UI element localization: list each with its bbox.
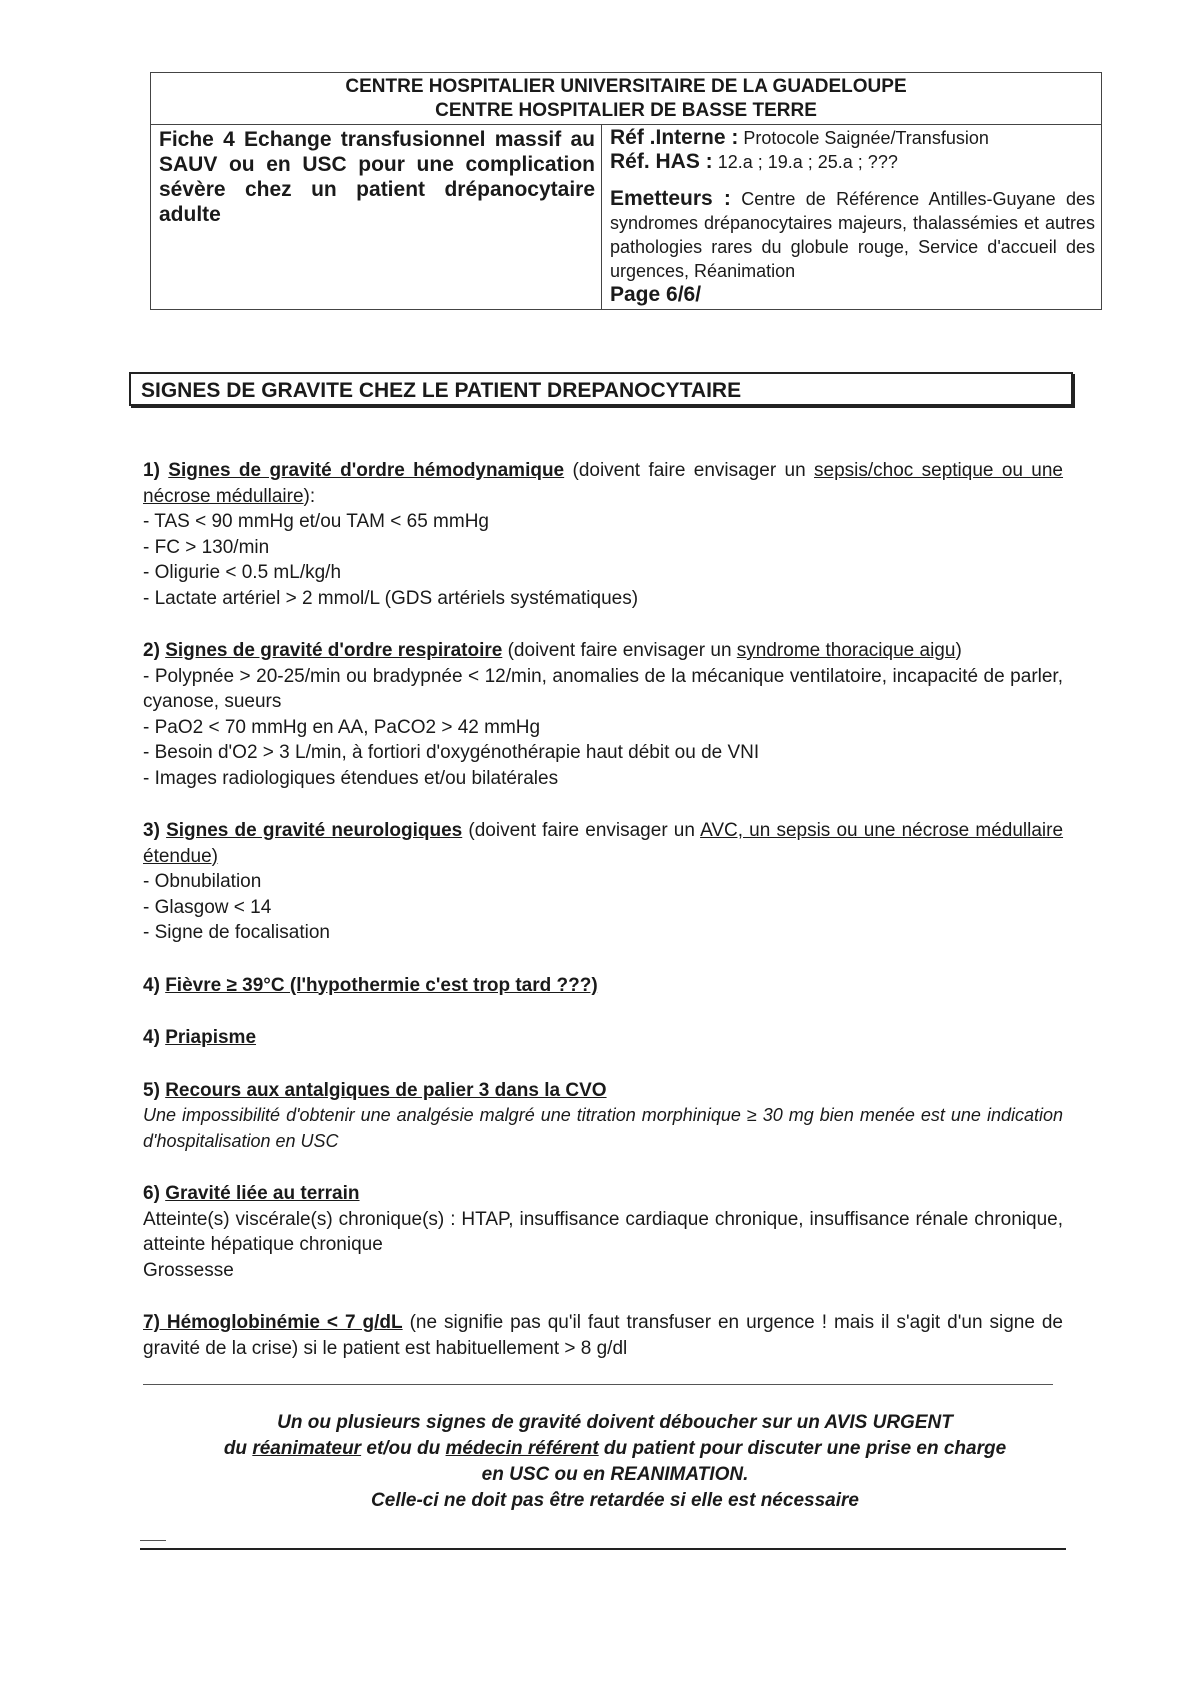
header-references bbox=[602, 125, 1101, 309]
divider bbox=[140, 1548, 1066, 1550]
item-title: Gravité liée au terrain bbox=[165, 1183, 360, 1204]
emetteurs-value: Centre de Référence Antilles-Guyane des syndromes drépanocytaires majeurs, thalassémies et autres pathologies rares du globule rouge, Service d'accueil des urgences, Réanimation bbox=[610, 189, 1095, 281]
list-item: - Obnubilation bbox=[143, 871, 262, 892]
ref-has-label: Réf. HAS : bbox=[610, 150, 713, 173]
item-hemoglobine bbox=[143, 1310, 1063, 1361]
list-item: - Polypnée > 20-25/min ou bradypnée < 12/min, anomalies de la mécanique ventilatoire, incapacité de parler, cyanose, sueurs bbox=[143, 665, 1063, 712]
list-item: - FC > 130/min bbox=[143, 536, 270, 558]
ref-has bbox=[610, 150, 1095, 174]
emetteurs-label: Emetteurs : bbox=[610, 187, 731, 210]
item-respiratoire: 2) Signes de gravité d'ordre respiratoire (doivent faire envisager un syndrome thoracique aigu) - Polypnée > 20-25/min ou bradypnée < 12/min, anomalies de la mécanique ventilatoire, incapacité de parler, cyanose, sueurs - PaO2 < 70 mmHg en AA, PaCO2 > 42 mmHg - Besoin d'O2 > 3 L/min, à fortiori d'oxygénothérapie haut débit ou de VNI - Images radiologiques étendues et/ou bilatérales bbox=[143, 638, 1063, 791]
divider bbox=[140, 1540, 166, 1541]
item-title: Signes de gravité neurologiques bbox=[166, 820, 463, 841]
item-title: Recours aux antalgiques de palier 3 dans la CVO bbox=[165, 1079, 607, 1101]
header-row bbox=[151, 125, 1101, 309]
document-body bbox=[143, 458, 1063, 1388]
hospital-name-2: CENTRE HOSPITALIER DE BASSE TERRE bbox=[435, 100, 817, 121]
header-table bbox=[150, 72, 1102, 310]
ref-interne-value: Protocole Saignée/Transfusion bbox=[743, 128, 989, 148]
item-priapisme: 4) Priapisme bbox=[143, 1027, 257, 1048]
item-text: (ne signifie pas qu'il faut transfuser en urgence ! mais il s'agit d'un signe de gravité de la crise) si le patient est habituellement > 8 g/dl bbox=[143, 1312, 1063, 1359]
item-link: sepsis/choc septique ou une nécrose médullaire bbox=[143, 460, 1064, 507]
list-item: - Images radiologiques étendues et/ou bilatérales bbox=[143, 767, 559, 789]
item-text: Une impossibilité d'obtenir une analgésie malgré une titration morphinique ≥ 30 mg bien menée est une indication d'hospitalisation en USC bbox=[143, 1105, 1063, 1151]
item-text: Grossesse bbox=[143, 1259, 234, 1281]
list-item: - Oligurie < 0.5 mL/kg/h bbox=[143, 562, 342, 583]
item-link: syndrome thoracique aigu bbox=[736, 640, 956, 661]
item-hemodynamique: 1) Signes de gravité d'ordre hémodynamique (doivent faire envisager un sepsis/choc septique ou une nécrose médullaire): - TAS < 90 mmHg et/ou TAM < 65 mmHg - FC > 130/min - Oligurie < 0.5 mL/kg/h - Lactate artériel > 2 mmol/L (GDS artériels systématiques) bbox=[143, 458, 1063, 611]
ref-has-value: 12.a ; 19.a ; 25.a ; ??? bbox=[717, 152, 898, 172]
divider bbox=[143, 1384, 1053, 1385]
list-item: - Glasgow < 14 bbox=[143, 896, 272, 918]
ref-interne-label: Réf .Interne : bbox=[610, 126, 739, 149]
fiche-title: Fiche 4 Echange transfusionnel massif au SAUV ou en USC pour une complication sévère chez un patient drépanocytaire adulte bbox=[151, 125, 602, 309]
item-title: 7) Hémoglobinémie < 7 g/dL bbox=[143, 1312, 403, 1333]
list-item: - Besoin d'O2 > 3 L/min, à fortiori d'oxygénothérapie haut débit ou de VNI bbox=[143, 742, 760, 763]
ref-interne bbox=[610, 126, 1095, 150]
item-title: Fièvre ≥ 39°C (l'hypothermie c'est trop tard ???) bbox=[165, 974, 598, 996]
item-title: Priapisme bbox=[165, 1027, 257, 1048]
emetteurs bbox=[610, 187, 1095, 283]
header-titles bbox=[151, 73, 1101, 125]
item-link: AVC, un sepsis ou une nécrose médullaire étendue) bbox=[143, 820, 1064, 867]
section-title: SIGNES DE GRAVITE CHEZ LE PATIENT DREPANOCYTAIRE bbox=[129, 372, 1073, 406]
list-item: - TAS < 90 mmHg et/ou TAM < 65 mmHg bbox=[143, 511, 489, 532]
hospital-name-1: CENTRE HOSPITALIER UNIVERSITAIRE DE LA GUADELOUPE bbox=[345, 76, 907, 97]
closing-note: Un ou plusieurs signes de gravité doivent déboucher sur un AVIS URGENT du réanimateur et/ou du médecin référent du patient pour discuter une prise en charge en USC ou en REANIMATION. Celle-ci ne doit pas être retardée si elle est nécessaire bbox=[223, 1412, 1007, 1511]
item-recours: 5) Recours aux antalgiques de palier 3 dans la CVO Une impossibilité d'obtenir une analgésie malgré une titration morphinique ≥ 30 mg bien menée est une indication d'hospitalisation en USC bbox=[143, 1078, 1063, 1155]
item-neurologique: 3) Signes de gravité neurologiques (doivent faire envisager un AVC, un sepsis ou une nécrose médullaire étendue) - Obnubilation - Glasgow < 14 - Signe de focalisation bbox=[143, 818, 1063, 946]
item-title: Signes de gravité d'ordre hémodynamique bbox=[168, 460, 565, 481]
item-fievre: 4) Fièvre ≥ 39°C (l'hypothermie c'est trop tard ???) bbox=[143, 974, 598, 996]
item-text: Atteinte(s) viscérale(s) chronique(s) : HTAP, insuffisance cardiaque chronique, insuffisance rénale chronique, atteinte hépatique chronique bbox=[143, 1208, 1063, 1255]
page-number: Page 6/6/ bbox=[610, 283, 702, 306]
item-terrain: 6) Gravité liée au terrain Atteinte(s) viscérale(s) chronique(s) : HTAP, insuffisance cardiaque chronique, insuffisance rénale chronique, atteinte hépatique chronique Grossesse bbox=[143, 1181, 1063, 1283]
list-item: - PaO2 < 70 mmHg en AA, PaCO2 > 42 mmHg bbox=[143, 716, 541, 738]
list-item: - Signe de focalisation bbox=[143, 922, 330, 943]
list-item: - Lactate artériel > 2 mmol/L (GDS artériels systématiques) bbox=[143, 587, 639, 609]
item-title: Signes de gravité d'ordre respiratoire bbox=[165, 640, 503, 661]
